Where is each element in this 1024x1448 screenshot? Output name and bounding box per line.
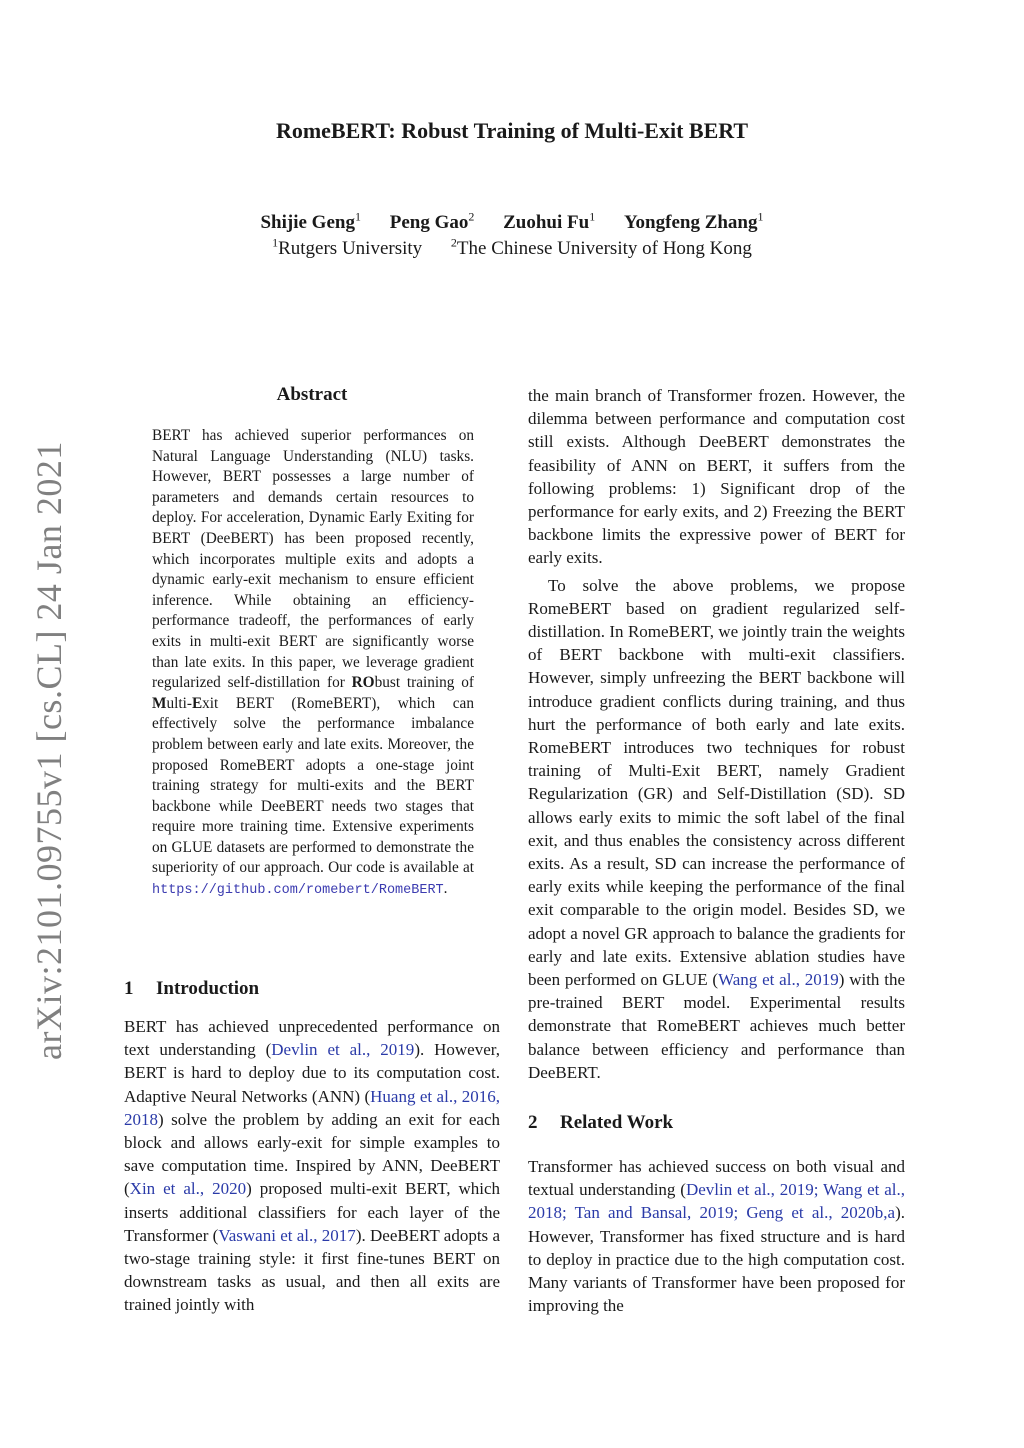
author: Shijie Geng$^1$ <box>260 210 361 234</box>
abstract-body: BERT has achieved superior performances on Natural Language Understanding (NLU) tasks. However, BERT possesses a large number of parameters and demands certain resources to deploy. For acceleration, Dynamic Early Exiting for BERT (DeeBERT) has been proposed recently, which incorporates multiple exits and adopts a dynamic early-exit mechanism to ensure efficient inference. While obtaining an efficiency-performance tradeoff, the performances of early exits in multi-exit BERT are significantly worse than late exits. In this paper, we leverage gradient regularized self-distillation for RObust training of Multi-Exit BERT (RomeBERT), which can effectively solve the performance imbalance problem between early and late exits. Moreover, the proposed RomeBERT adopts a one-stage joint training strategy for multi-exits and the BERT backbone while DeeBERT needs two stages that require more training time. Extensive experiments on GLUE datasets are performed to demonstrate the superiority of our approach. Our code is available at https://github.com/romebert/RomeBERT. <box>152 427 474 899</box>
affiliation-list <box>0 236 1024 260</box>
author: Zuohui Fu$^1$ <box>503 210 596 234</box>
introduction-body: BERT has achieved unprecedented performance on text understanding (Devlin et al., 2019). However, BERT is hard to deploy due to its computation cost. Adaptive Neural Networks (ANN) (Huang et al., 2016, 2018) solve the problem by adding an exit for each block and allows early-exit for simple examples to save computation time. Inspired by ANN, DeeBERT (Xin et al., 2020) proposed multi-exit BERT, which inserts additional classifiers for each layer of the Transformer (Vaswani et al., 2017). DeeBERT adopts a two-stage training style: it first fine-tunes BERT on downstream tasks as usual, and then all exits are trained jointly with <box>124 1017 501 1315</box>
affiliation: $^2$The Chinese University of Hong Kong <box>450 236 752 260</box>
paragraph: To solve the above problems, we propose RomeBERT based on gradient regularized self-distillation. In RomeBERT, we jointly train the weights of BERT backbone with multi-exit classifiers. However, simply unfreezing the BERT backbone will introduce gradient conflicts during training, and thus hurt the performance of both early and late exits. RomeBERT introduces two techniques for robust training of Multi-Exit BERT, namely Gradient Regularization (GR) and Self-Distillation (SD). SD allows early exits to mimic the soft label of the final exit, and thus enables the consistency across different exits. As a result, SD can increase the performance of early exits while keeping the performance of the final exit comparable to the origin model. Besides SD, we adopt a novel GR approach to balance the gradients for early and late exits. Extensive ablation studies have been performed on GLUE (Wang et al., 2019) with the pre-trained BERT model. Experimental results demonstrate that RomeBERT achieves much better balance between efficiency and performance than DeeBERT. <box>528 575 906 1082</box>
section-heading-introduction: 1 Introduction <box>124 978 260 999</box>
author-list <box>0 210 1024 234</box>
author: Yongfeng Zhang$^1$ <box>623 210 764 234</box>
paper-title: RomeBERT: Robust Training of Multi-Exit BERT <box>275 118 749 143</box>
abstract-heading: Abstract <box>276 384 348 405</box>
paragraph: the main branch of Transformer frozen. However, the dilemma between performance and computation cost still exists. Although DeeBERT demonstrates the feasibility of ANN on BERT, it suffers from the following problems: 1) Significant drop of the performance for early exits, and 2) Freezing the BERT backbone limits the expressive power of BERT for early exits. <box>528 386 905 568</box>
citation[interactable]: Devlin et al., 2019 <box>271 1040 415 1060</box>
citation[interactable]: Devlin et al., 2019; Wang et al., 2018; Tan and Bansal, 2019; Geng et al., 2020b,a <box>528 1180 905 1223</box>
affiliation: $^1$Rutgers University <box>272 236 423 260</box>
related-work-body: Transformer has achieved success on both visual and textual understanding (Devlin et al., 2019; Wang et al., 2018; Tan and Bansal, 2019; Geng et al., 2020b,a). However, Transformer has fixed structure and is hard to deploy in practice due to the high computation cost. Many variants of Transformer have been proposed for improving the <box>528 1157 905 1316</box>
citation[interactable]: Vaswani et al., 2017 <box>218 1225 356 1245</box>
citation[interactable]: Wang et al., 2019 <box>718 970 839 990</box>
citation[interactable]: Huang et al., 2016, 2018 <box>124 1086 500 1129</box>
introduction-continued <box>528 384 905 1084</box>
arxiv-stamp: arXiv:2101.09755v1 [cs.CL] 24 Jan 2021 <box>29 441 69 1060</box>
code-link[interactable]: https://github.com/romebert/RomeBERT <box>152 883 444 899</box>
citation[interactable]: Xin et al., 2020 <box>129 1179 247 1199</box>
section-heading-related-work: 2 Related Work <box>528 1112 674 1133</box>
author: Peng Gao$^2$ <box>389 210 475 234</box>
